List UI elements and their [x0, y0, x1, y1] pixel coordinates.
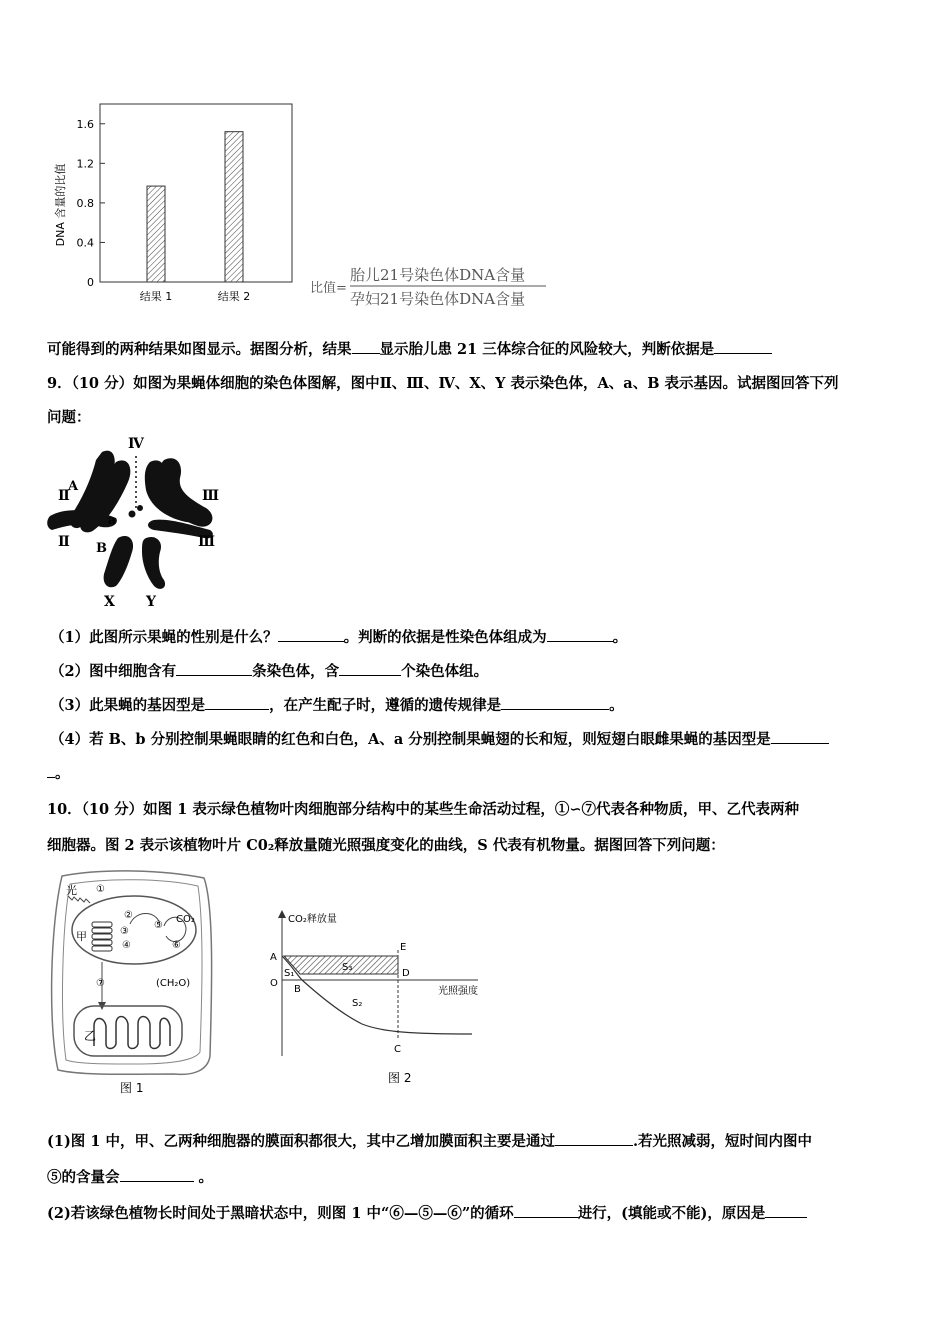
q9-s3-blank-law[interactable]	[501, 695, 609, 711]
chromosome-y	[142, 537, 165, 589]
label-num-2: ②	[124, 910, 133, 921]
fig2-label-o: O	[270, 978, 278, 989]
q10-p1-cont	[47, 1166, 213, 1187]
label-iv: Ⅳ	[128, 436, 144, 452]
fig2-label-s1: S₁	[284, 968, 295, 979]
fig2-label-e: E	[400, 942, 407, 953]
y-tick-label: 0.8	[76, 196, 94, 210]
x-category-label: 结果 2	[217, 290, 251, 303]
label-b: B	[96, 541, 107, 556]
q10-p2-blank-reason[interactable]	[765, 1203, 807, 1219]
label-num-1: ①	[96, 884, 105, 895]
thylakoid-stack	[92, 922, 112, 951]
label-num-3: ③	[120, 926, 129, 937]
ratio-numerator: 胎儿21号染色体DNA含量	[350, 266, 526, 284]
fig2-label-b: B	[294, 984, 301, 995]
label-ch2o: (CH₂O)	[156, 978, 191, 989]
q9-s1-text-c: 。	[612, 629, 628, 646]
q10-header: 10．（10 分）如图 1 表示绿色植物叶肉细胞部分结构中的某些生命活动过程，①∽⑦代表各种物质，甲、乙代表两种	[47, 801, 799, 818]
q8-blank-result[interactable]	[352, 339, 380, 355]
chart-frame	[100, 104, 292, 282]
label-light: 光	[66, 884, 77, 897]
y-tick-label: 0.4	[76, 236, 94, 250]
y-tick-label: 1.6	[76, 117, 94, 131]
q10-p1	[47, 1130, 812, 1151]
q8-blank-basis[interactable]	[714, 339, 772, 355]
chromosome-iv-dot-1	[129, 511, 136, 518]
q9-s4-blank-genotype[interactable]	[771, 729, 829, 745]
fig2-caption: 图 2	[388, 1071, 412, 1085]
label-a-upper: A	[68, 479, 79, 494]
label-num-7: ⑦	[96, 978, 105, 989]
mitochondrion-cristae	[94, 1017, 170, 1049]
fig2-label-ylabel: CO₂释放量	[288, 914, 337, 925]
fig2-label-s2: S₂	[352, 998, 363, 1009]
q10-p1-blank-method[interactable]	[555, 1131, 633, 1147]
q10-p1-text-d: 。	[193, 1169, 214, 1186]
label-num-5: ⑤	[154, 920, 163, 931]
q9-s1-blank-sex[interactable]	[278, 627, 344, 643]
q9-s2-blank-sets[interactable]	[339, 661, 401, 677]
q9-s1-text-a: （1）此图所示果蝇的性别是什么？	[50, 629, 278, 646]
q10-p2-text-a: (2)若该绿色植物长时间处于黑暗状态中，则图 1 中“⑥—⑤—⑥”的循环	[47, 1205, 514, 1222]
light-ray	[68, 896, 90, 903]
y-tick-label: 0	[87, 276, 94, 289]
q10-p1-text-c: ⑤的含量会	[47, 1169, 120, 1186]
label-y: Y	[146, 594, 156, 610]
q9-s4-text: （4）若 B、b 分别控制果蝇眼睛的红色和白色，A、a 分别控制果蝇翅的长和短，则短翅白眼雌果蝇的基因型是	[50, 731, 771, 748]
ratio-formula	[306, 262, 556, 312]
label-a-lower: a	[108, 513, 116, 527]
q10-p1-blank-content[interactable]	[120, 1167, 194, 1183]
q9-sub4-end	[47, 762, 70, 783]
q9-header-cont: 问题：	[47, 409, 91, 426]
label-num-4: ④	[122, 940, 131, 951]
q9-s3-text-a: （3）此果蝇的基因型是	[50, 697, 206, 714]
q10-p1-text-a: (1)图 1 中，甲、乙两种细胞器的膜面积都很大，其中乙增加膜面积主要是通过	[47, 1133, 555, 1150]
q10-p2	[47, 1202, 807, 1223]
label-iii-lower: Ⅲ	[198, 534, 216, 550]
q10-p2-blank-cycle[interactable]	[514, 1203, 578, 1219]
fig2-label-xlabel: 光照强度	[438, 986, 478, 997]
q9-s2-blank-count[interactable]	[176, 661, 252, 677]
q9-s3-text-c: 。	[609, 697, 624, 714]
ratio-prefix: 比值=	[310, 281, 347, 296]
q9-s2-text-c: 个染色体组。	[401, 663, 489, 680]
q9-sub3	[50, 694, 624, 715]
q9-s4-blank-tail[interactable]	[47, 763, 55, 779]
label-iii-upper: Ⅲ	[202, 488, 220, 504]
fig2-label-a: A	[270, 952, 277, 963]
fig2-label-d: D	[402, 968, 410, 979]
chart-y-axis-label: DNA 含量的比值	[54, 163, 67, 247]
label-num-6: ⑥	[172, 940, 181, 951]
dna-ratio-chart	[50, 100, 300, 312]
fig2-y-arrow	[278, 910, 286, 918]
q8-text-b: 显示胎儿患 21 三体综合征的风险较大，判断依据是	[379, 341, 715, 358]
q9-s4-end: 。	[55, 765, 70, 782]
ratio-denominator: 孕妇21号染色体DNA含量	[350, 290, 526, 308]
label-yi: 乙	[84, 1029, 97, 1043]
fruit-fly-chromosome-figure	[46, 434, 226, 614]
q10-header-cont: 细胞器。图 2 表示该植物叶片 C0₂释放量随光照强度变化的曲线，S 代表有机物量。据图回答下列问题：	[47, 837, 725, 854]
q9-sub1	[50, 626, 627, 647]
q10-figure-2-curve	[262, 906, 486, 1090]
q10-p2-text-b: 进行，(填能或不能)，原因是	[577, 1205, 766, 1222]
q9-sub4	[50, 728, 829, 749]
fig2-label-s3: S₃	[342, 962, 353, 973]
x-category-label: 结果 1	[139, 290, 173, 303]
q8-conclusion-line	[47, 338, 772, 359]
q9-s1-blank-basis[interactable]	[547, 627, 613, 643]
fig1-caption: 图 1	[120, 1081, 144, 1095]
label-jia: 甲	[76, 930, 87, 943]
q9-s1-text-b: 。判断的依据是性染色体组成为	[343, 629, 547, 646]
label-x: X	[104, 594, 115, 610]
q10-figure-1-cell	[44, 866, 216, 1098]
bar-1	[147, 186, 165, 282]
q9-s2-text-a: （2）图中细胞含有	[50, 663, 177, 680]
y-tick-label: 1.2	[76, 157, 94, 171]
bar-2	[225, 132, 243, 282]
label-ii-lower: Ⅱ	[58, 534, 70, 550]
q9-s3-blank-genotype[interactable]	[205, 695, 269, 711]
q9-sub2	[50, 660, 488, 681]
chromosome-x	[104, 536, 133, 587]
chloroplast	[72, 896, 196, 964]
chromosome-iv-dot-2	[137, 505, 143, 511]
q9-s3-text-b: ，在产生配子时，遵循的遗传规律是	[269, 697, 502, 714]
q9-s2-text-b: 条染色体，含	[252, 663, 340, 680]
label-co2: CO₂	[176, 914, 195, 925]
fig2-label-c: C	[394, 1044, 401, 1055]
q10-p1-text-b: .若光照减弱，短时间内图中	[633, 1133, 813, 1150]
q9-header: 9．（10 分）如图为果蝇体细胞的染色体图解，图中Ⅱ、Ⅲ、Ⅳ、X、Y 表示染色体，A、a、B 表示基因。试据图回答下列	[47, 375, 839, 392]
label-ii-upper: Ⅱ	[58, 488, 70, 504]
fig2-area-s3	[284, 956, 398, 974]
q8-text-a: 可能得到的两种结果如图显示。据图分析，结果	[47, 341, 352, 358]
